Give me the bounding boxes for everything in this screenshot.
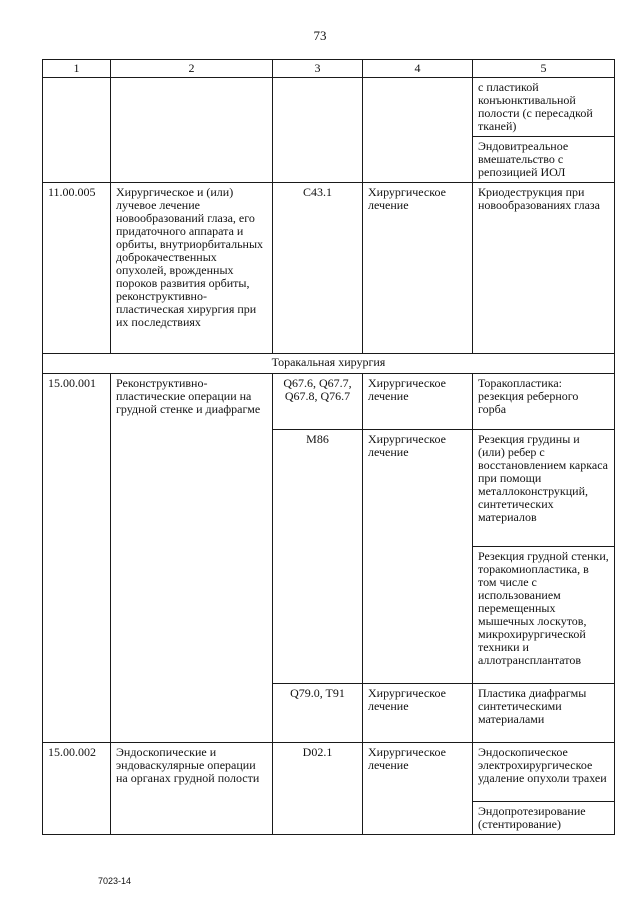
column-header: 5 (473, 60, 615, 78)
cell-code: 15.00.001 (43, 374, 111, 743)
table-header-row (43, 60, 615, 78)
cell-name: Реконструктивно-пластические операции на грудной стенке и диафрагме (111, 374, 273, 743)
table-row (43, 78, 615, 137)
cell-method: с пластикой конъюнктивальной полости (с пересадкой тканей) (473, 78, 615, 137)
cell-icd (273, 78, 363, 183)
cell-code: 11.00.005 (43, 183, 111, 354)
column-header: 2 (111, 60, 273, 78)
cell-name (111, 78, 273, 183)
cell-method: Эндопротезирование (стентирование) (473, 802, 615, 835)
cell-method: Торакопластика: резекция реберного горба (473, 374, 615, 430)
cell-method: Резекция грудной стенки, торакомиопластика, в том числе с использованием перемещенных мышечных лоскутов, микрохирургической техники и аллотрансплантатов (473, 547, 615, 684)
column-header: 1 (43, 60, 111, 78)
cell-code: 15.00.002 (43, 743, 111, 835)
cell-type: Хирургическое лечение (363, 374, 473, 430)
page-number: 73 (313, 28, 327, 43)
cell-name: Хирургическое и (или) лучевое лечение новообразований глаза, его придаточного аппарата и орбиты, внутриорбитальных доброкачественных опухолей, врожденных пороков развития орбиты, реконструктивно-пластическая хирургия при их последствиях (111, 183, 273, 354)
column-header: 4 (363, 60, 473, 78)
cell-type: Хирургическое лечение (363, 430, 473, 684)
cell-type: Хирургическое лечение (363, 743, 473, 835)
table-row (43, 183, 615, 354)
cell-method: Криодеструкция при новообразованиях глаза (473, 183, 615, 354)
cell-type (363, 78, 473, 183)
cell-type: Хирургическое лечение (363, 183, 473, 354)
cell-code (43, 78, 111, 183)
cell-name: Эндоскопические и эндоваскулярные операции на органах грудной полости (111, 743, 273, 835)
footer-code: 7023-14 (98, 876, 132, 886)
section-row (43, 354, 615, 374)
cell-method: Резекция грудины и (или) ребер с восстановлением каркаса при помощи металлоконструкций, синтетических материалов (473, 430, 615, 547)
section-title: Торакальная хирургия (43, 354, 615, 374)
column-header: 3 (273, 60, 363, 78)
cell-icd: D02.1 (273, 743, 363, 835)
table-row (43, 743, 615, 802)
cell-icd: M86 (273, 430, 363, 684)
cell-icd: C43.1 (273, 183, 363, 354)
table-row (43, 374, 615, 430)
cell-method: Эндовитреальное вмешательство с репозицией ИОЛ (473, 137, 615, 183)
cell-method: Эндоскопическое электрохирургическое удаление опухоли трахеи (473, 743, 615, 802)
cell-icd: Q67.6, Q67.7, Q67.8, Q76.7 (273, 374, 363, 430)
cell-icd: Q79.0, T91 (273, 684, 363, 743)
procedures-table (42, 59, 615, 835)
cell-type: Хирургическое лечение (363, 684, 473, 743)
cell-method: Пластика диафрагмы синтетическими материалами (473, 684, 615, 743)
